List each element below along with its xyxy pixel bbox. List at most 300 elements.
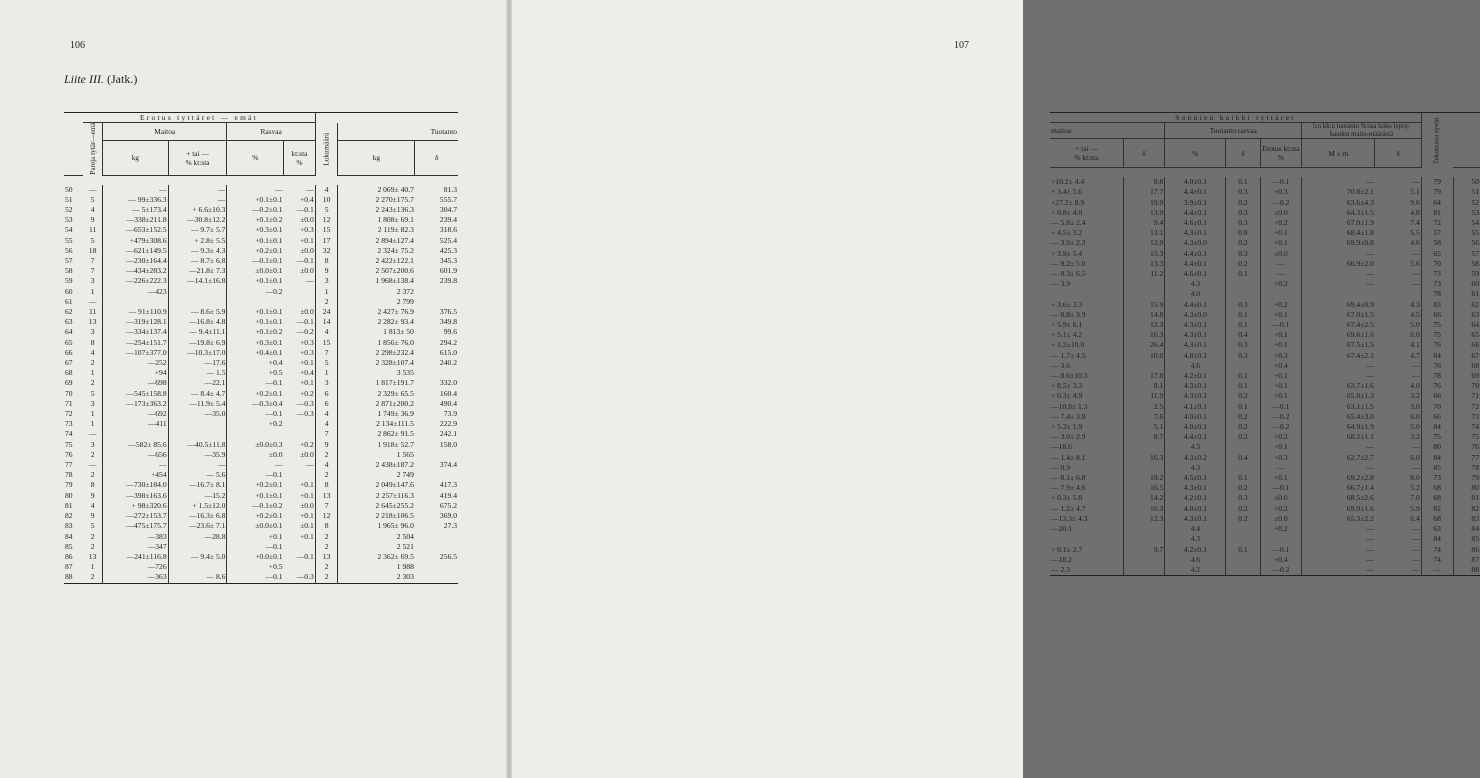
table-cell: +0.1 bbox=[284, 491, 316, 501]
table-cell: 0.2 bbox=[1226, 198, 1260, 208]
table-cell: 67.0±1.9 bbox=[1346, 218, 1374, 227]
table-row bbox=[64, 532, 458, 542]
table-cell: — bbox=[1421, 565, 1453, 576]
table-cell: 2 438±187.2 bbox=[375, 460, 414, 470]
table-cell: 0.3 bbox=[1226, 249, 1260, 259]
table-cell bbox=[415, 450, 458, 460]
table-cell: +0.3 bbox=[284, 338, 316, 348]
table-cell: 7.0 bbox=[1375, 493, 1421, 503]
table-cell: 73 bbox=[65, 419, 73, 429]
table-cell bbox=[1226, 555, 1260, 565]
table-cell: —16.8± 4.8 bbox=[168, 317, 227, 327]
table-cell: + 6.6±10.3 bbox=[168, 205, 227, 215]
table-cell bbox=[284, 470, 316, 480]
table-row bbox=[1050, 340, 1480, 350]
table-cell: 4.4±0.1 bbox=[1165, 259, 1226, 269]
table-cell: 11.9 bbox=[1123, 391, 1165, 401]
table-cell: — bbox=[1366, 279, 1374, 289]
table-cell: 5.0 bbox=[1375, 422, 1421, 432]
table-cell: — 8.6 bbox=[168, 572, 227, 583]
table-cell: 4.8±0.1 bbox=[1165, 351, 1226, 361]
table-cell: —319±128.1 bbox=[102, 317, 168, 327]
table-cell: 5.5 bbox=[1375, 228, 1421, 238]
table-cell: 72 bbox=[65, 409, 73, 419]
table-cell: —17.6 bbox=[168, 358, 227, 368]
table-row bbox=[1050, 534, 1480, 544]
header-tuotanto: Tuotanto bbox=[338, 123, 458, 141]
table-cell bbox=[1260, 289, 1302, 299]
table-cell: — 1.7± 4.5 bbox=[1050, 351, 1123, 361]
table-row bbox=[1050, 545, 1480, 555]
table-cell: — bbox=[1366, 564, 1374, 574]
table-cell: 7.4 bbox=[1375, 218, 1421, 228]
table-cell: +0.5 bbox=[268, 368, 283, 378]
table-cell: 88 bbox=[65, 572, 73, 582]
table-cell: 4.3±0.1 bbox=[1165, 514, 1226, 524]
table-cell: —0.2 bbox=[1260, 412, 1302, 422]
table-cell: + 5.2± 1.9 bbox=[1050, 422, 1123, 432]
table-cell: 2 862± 91.5 bbox=[377, 429, 414, 439]
table-cell: +479±308.6 bbox=[102, 236, 168, 246]
table-cell: 2 372 bbox=[396, 286, 414, 296]
table-cell: 0.2 bbox=[1226, 238, 1260, 248]
table-row bbox=[64, 368, 458, 378]
table-cell: —475±175.7 bbox=[102, 521, 168, 531]
header-delta-r: δ bbox=[1123, 139, 1165, 168]
table-cell: 58 bbox=[1421, 238, 1453, 248]
table-cell: +0.3±0.1 bbox=[255, 225, 283, 235]
table-cell: 4.3±0.1 bbox=[1165, 340, 1226, 350]
table-cell: —173±363.2 bbox=[102, 399, 168, 409]
table-row bbox=[1050, 269, 1480, 279]
table-cell: —347 bbox=[102, 542, 168, 552]
table-cell: 79 bbox=[1421, 187, 1453, 197]
table-cell: —0.1±0.2 bbox=[251, 500, 283, 510]
table-cell: 490.4 bbox=[439, 398, 457, 408]
table-cell: 6.0 bbox=[1375, 330, 1421, 340]
table-cell bbox=[1123, 289, 1165, 299]
table-cell: 4 bbox=[315, 409, 338, 419]
header-kg2: kg bbox=[338, 140, 415, 175]
table-row bbox=[1050, 310, 1480, 320]
table-cell: 17.7 bbox=[1123, 187, 1165, 197]
table-cell: 4.4 bbox=[1165, 524, 1226, 534]
table-cell: 5.2 bbox=[1375, 483, 1421, 493]
table-cell: +0.1 bbox=[284, 236, 316, 246]
table-cell: 4.3±0.0 bbox=[1165, 310, 1226, 320]
table-cell bbox=[102, 429, 168, 439]
table-cell: 12 bbox=[315, 215, 338, 225]
table-cell: 64 bbox=[1471, 320, 1479, 330]
table-cell: +0.1 bbox=[284, 480, 316, 490]
table-cell: 76 bbox=[1421, 361, 1453, 371]
table-cell: 81.3 bbox=[443, 184, 457, 194]
table-row bbox=[1050, 249, 1480, 259]
table-cell: — bbox=[1366, 524, 1374, 534]
table-cell: 63.6±4.3 bbox=[1346, 197, 1374, 207]
table-cell: 4.3 bbox=[1375, 300, 1421, 310]
table-row bbox=[64, 297, 458, 307]
table-row bbox=[64, 389, 458, 399]
table-cell: 2 504 bbox=[396, 531, 414, 541]
table-cell: 4 bbox=[315, 327, 338, 337]
table-cell: 69.9±0.8 bbox=[1346, 238, 1374, 248]
table-cell: ±0.0 bbox=[284, 501, 316, 511]
table-row bbox=[64, 215, 458, 225]
table-cell: 68 bbox=[1421, 493, 1453, 503]
table-cell: 4.3±0.0 bbox=[1165, 238, 1226, 248]
table-cell: 4.3±0.1 bbox=[1165, 381, 1226, 391]
table-row bbox=[1050, 198, 1480, 208]
table-row bbox=[64, 409, 458, 419]
table-cell: —363 bbox=[102, 572, 168, 583]
table-cell: —656 bbox=[102, 450, 168, 460]
table-cell: 62.7±2.7 bbox=[1346, 452, 1374, 462]
table-cell: 4.5 bbox=[1375, 310, 1421, 320]
table-cell: +0.1 bbox=[1260, 228, 1302, 238]
table-cell: —545±158.8 bbox=[102, 389, 168, 399]
table-cell: —0.2 bbox=[1260, 565, 1302, 576]
table-cell: 2 799 bbox=[396, 296, 414, 306]
table-cell: 0.1 bbox=[1226, 310, 1260, 320]
table-row bbox=[64, 450, 458, 460]
table-cell: —0.3 bbox=[284, 399, 316, 409]
table-cell: 71 bbox=[1471, 391, 1479, 401]
table-cell: 12.3 bbox=[1123, 320, 1165, 330]
table-row bbox=[1050, 187, 1480, 197]
table-cell: +0.4 bbox=[284, 195, 316, 205]
table-cell bbox=[1123, 442, 1165, 452]
table-cell: —0.3 bbox=[284, 409, 316, 419]
table-cell: 2 894±127.4 bbox=[375, 235, 414, 245]
table-cell: 4.3±0.2 bbox=[1165, 453, 1226, 463]
table-cell: 374.4 bbox=[439, 460, 457, 470]
table-cell: 4 bbox=[83, 501, 102, 511]
appendix-caption bbox=[64, 72, 137, 87]
table-row bbox=[64, 511, 458, 521]
table-cell: +0.3 bbox=[1260, 187, 1302, 197]
table-cell: —423 bbox=[102, 287, 168, 297]
table-cell: +0.2 bbox=[1260, 504, 1302, 514]
table-cell: — 8.6±10.3 bbox=[1050, 371, 1123, 381]
table-cell: 81 bbox=[65, 500, 73, 510]
table-cell: —0.1 bbox=[1260, 320, 1302, 330]
table-cell: 57 bbox=[1421, 228, 1453, 238]
table-cell: 69.6±1.6 bbox=[1346, 330, 1374, 340]
table-cell: 3.2 bbox=[1375, 391, 1421, 401]
table-cell: 63.1±1.5 bbox=[1346, 401, 1374, 411]
table-cell: +0.0±0.1 bbox=[255, 551, 283, 561]
table-cell: —621±149.5 bbox=[102, 246, 168, 256]
table-cell: 76 bbox=[1421, 340, 1453, 350]
table-cell: 55 bbox=[1471, 228, 1479, 238]
table-cell: +0.2 bbox=[284, 389, 316, 399]
table-cell: — 0.9 bbox=[1050, 463, 1123, 473]
table-cell: — bbox=[1366, 177, 1374, 187]
table-cell: 3 bbox=[83, 327, 102, 337]
right-table-body bbox=[1050, 177, 1480, 575]
table-cell bbox=[1226, 289, 1260, 299]
table-cell: 6.4 bbox=[1375, 514, 1421, 524]
table-cell: 78 bbox=[65, 470, 73, 480]
table-cell: 71 bbox=[65, 398, 73, 408]
table-cell: 1 bbox=[315, 368, 338, 378]
table-row bbox=[1050, 228, 1480, 238]
table-row bbox=[1050, 453, 1480, 463]
table-cell: +0.1 bbox=[268, 531, 283, 541]
table-cell: +0.1±0.2 bbox=[255, 327, 283, 337]
table-cell: 6 bbox=[315, 389, 338, 399]
table-cell: + 5.9± 6.1 bbox=[1050, 320, 1123, 330]
table-cell: + 3.6± 3.3 bbox=[1050, 300, 1123, 310]
table-cell: 13.1 bbox=[1123, 228, 1165, 238]
table-cell: 0.2 bbox=[1226, 412, 1260, 422]
table-cell: — bbox=[1375, 565, 1421, 576]
table-row bbox=[64, 562, 458, 572]
table-row bbox=[1050, 218, 1480, 228]
table-cell: 64.9±1.9 bbox=[1346, 422, 1374, 432]
table-cell: 369.0 bbox=[439, 511, 457, 521]
table-cell: —19.8± 6.9 bbox=[168, 338, 227, 348]
table-cell: — bbox=[1260, 259, 1302, 269]
table-row bbox=[64, 440, 458, 450]
table-cell: —23.6± 7.1 bbox=[168, 521, 227, 531]
table-cell: + 0.8± 4.0 bbox=[1050, 208, 1123, 218]
table-cell: ±0.0 bbox=[284, 307, 316, 317]
table-cell: 84 bbox=[1421, 534, 1453, 544]
header-mean-m: M ± m bbox=[1302, 139, 1375, 168]
table-cell: 4 bbox=[315, 460, 338, 470]
table-cell: —107±377.0 bbox=[102, 348, 168, 358]
table-cell: +0.1 bbox=[284, 378, 316, 388]
table-cell: 349.8 bbox=[439, 317, 457, 327]
table-row bbox=[1050, 412, 1480, 422]
table-row bbox=[1050, 351, 1480, 361]
table-cell: 62 bbox=[1471, 299, 1479, 309]
table-cell: 2 282± 93.4 bbox=[377, 317, 414, 327]
table-cell: — 9.2± 5.0 bbox=[1050, 259, 1123, 269]
table-cell: 0.2 bbox=[1226, 514, 1260, 524]
table-cell: — bbox=[1375, 249, 1421, 259]
table-cell: + 1.2±10.0 bbox=[1050, 340, 1123, 350]
table-cell: 10 bbox=[315, 195, 338, 205]
table-cell: 54 bbox=[65, 225, 73, 235]
table-cell: 4.3±0.1 bbox=[1165, 391, 1226, 401]
table-cell: +0.2 bbox=[284, 440, 316, 450]
table-row bbox=[64, 378, 458, 388]
table-cell: — 1.4± 8.1 bbox=[1050, 453, 1123, 463]
table-cell: +0.1 bbox=[284, 358, 316, 368]
table-cell: + 0.1± 2.7 bbox=[1050, 545, 1123, 555]
table-cell: 65 bbox=[1471, 330, 1479, 340]
table-cell: 2 bbox=[83, 542, 102, 552]
table-cell: 59 bbox=[65, 276, 73, 286]
table-cell: —411 bbox=[102, 419, 168, 429]
table-cell bbox=[415, 287, 458, 297]
table-cell: — 5±173.4 bbox=[102, 205, 168, 215]
table-cell: +0.4 bbox=[268, 358, 283, 368]
table-cell: 63 bbox=[1421, 524, 1453, 534]
table-cell: 2 bbox=[315, 572, 338, 583]
table-cell: 2 422±122.1 bbox=[375, 256, 414, 266]
table-row bbox=[64, 460, 458, 470]
table-cell: 3.0 bbox=[1375, 402, 1421, 412]
table-cell: 72 bbox=[1421, 218, 1453, 228]
table-cell: ±0.0 bbox=[284, 215, 316, 225]
table-cell: 2 bbox=[83, 358, 102, 368]
table-cell: 76 bbox=[1421, 381, 1453, 391]
table-cell: 1 bbox=[83, 562, 102, 572]
table-cell: — 9.4±11.1 bbox=[168, 327, 227, 337]
table-cell: — bbox=[1375, 279, 1421, 289]
table-cell: 4.2±0.1 bbox=[1165, 493, 1226, 503]
table-cell: 5 bbox=[83, 521, 102, 531]
table-cell: 64 bbox=[65, 327, 73, 337]
table-cell: +0.1 bbox=[1260, 391, 1302, 401]
table-cell bbox=[1123, 565, 1165, 576]
table-cell: —16.3± 6.8 bbox=[168, 511, 227, 521]
table-cell: 9.4 bbox=[1123, 218, 1165, 228]
table-cell: 82 bbox=[1421, 504, 1453, 514]
table-row bbox=[64, 256, 458, 266]
table-cell: 2 871±200.2 bbox=[375, 398, 414, 408]
table-cell: ±0.0 bbox=[268, 449, 283, 459]
table-cell: 74 bbox=[65, 429, 73, 439]
table-cell: 2 521 bbox=[396, 541, 414, 551]
table-cell: 1 808± 69.1 bbox=[377, 215, 414, 225]
header-tuotanto-rasvaa: Tuotanto rasvaa bbox=[1165, 123, 1302, 139]
table-cell: 2 bbox=[83, 378, 102, 388]
table-row bbox=[64, 276, 458, 286]
table-cell: 1 bbox=[83, 368, 102, 378]
table-cell: 81 bbox=[1471, 493, 1479, 503]
table-cell: 5.1 bbox=[1123, 422, 1165, 432]
table-cell bbox=[284, 562, 316, 572]
table-cell: 2 bbox=[315, 542, 338, 552]
table-cell bbox=[1123, 555, 1165, 565]
table-cell: ±0.0 bbox=[284, 266, 316, 276]
table-cell: 9 bbox=[83, 491, 102, 501]
table-cell: — 8.3± 6.5 bbox=[1050, 269, 1123, 279]
table-cell: 3 bbox=[83, 276, 102, 286]
table-row bbox=[1050, 381, 1480, 391]
right-page bbox=[512, 0, 1479, 778]
table-cell: 19.2 bbox=[1123, 473, 1165, 483]
table-cell: +0.2 bbox=[1260, 524, 1302, 534]
table-cell: 56 bbox=[1471, 238, 1479, 248]
table-cell bbox=[284, 297, 316, 307]
table-cell: 65.3±2.2 bbox=[1346, 513, 1374, 523]
table-cell: +94 bbox=[102, 368, 168, 378]
table-cell: —0.1 bbox=[1260, 545, 1302, 555]
table-cell: — bbox=[1375, 534, 1421, 544]
table-cell bbox=[1226, 442, 1260, 452]
table-cell: — bbox=[1375, 269, 1421, 279]
table-cell: 5 bbox=[315, 205, 338, 215]
table-cell: 60 bbox=[65, 286, 73, 296]
table-cell: 11 bbox=[83, 225, 102, 235]
table-cell: 4.0 bbox=[1165, 289, 1226, 299]
table-cell bbox=[1123, 534, 1165, 544]
table-cell: — bbox=[1375, 524, 1421, 534]
table-cell: 0.1 bbox=[1226, 473, 1260, 483]
table-cell: — bbox=[1375, 545, 1421, 555]
table-cell: 5 bbox=[83, 389, 102, 399]
table-row bbox=[1050, 565, 1480, 576]
table-cell: 74 bbox=[1421, 555, 1453, 565]
table-cell: ±0.0 bbox=[1260, 514, 1302, 524]
table-cell: 69.2±2.8 bbox=[1346, 473, 1374, 483]
table-cell: 256.5 bbox=[439, 551, 457, 561]
table-cell bbox=[1226, 463, 1260, 473]
table-cell: 4.0±0.1 bbox=[1165, 177, 1226, 187]
table-cell: 66 bbox=[1421, 391, 1453, 401]
table-cell: 1 bbox=[83, 419, 102, 429]
table-row bbox=[1050, 473, 1480, 483]
table-cell: 3.9±0.1 bbox=[1165, 198, 1226, 208]
table-cell: 63 bbox=[65, 317, 73, 327]
table-cell: —0.2 bbox=[1260, 422, 1302, 432]
table-cell: 4.2±0.1 bbox=[1165, 371, 1226, 381]
table-cell: 76 bbox=[65, 449, 73, 459]
table-cell bbox=[415, 572, 458, 583]
table-cell: 63 bbox=[1471, 309, 1479, 319]
table-row bbox=[64, 419, 458, 429]
table-row bbox=[1050, 493, 1480, 503]
table-cell: 2 bbox=[315, 297, 338, 307]
table-cell bbox=[415, 368, 458, 378]
table-cell: 1 565 bbox=[396, 449, 414, 459]
table-cell: 2 427± 76.9 bbox=[377, 307, 414, 317]
table-cell: 9 bbox=[83, 511, 102, 521]
table-cell: 4.3±0.1 bbox=[1165, 483, 1226, 493]
table-cell: — bbox=[1375, 371, 1421, 381]
table-cell: 2 324± 75.2 bbox=[377, 245, 414, 255]
table-cell: —0.2 bbox=[1260, 198, 1302, 208]
table-cell: 8 bbox=[315, 256, 338, 266]
table-cell: 55 bbox=[65, 235, 73, 245]
table-cell: +0.3 bbox=[284, 225, 316, 235]
table-cell: — bbox=[284, 185, 316, 195]
table-cell: 13 bbox=[83, 552, 102, 562]
table-cell: 81 bbox=[1421, 208, 1453, 218]
table-cell: — bbox=[168, 195, 227, 205]
table-cell: 75 bbox=[1471, 432, 1479, 442]
table-cell: — 7.9± 4.6 bbox=[1050, 483, 1123, 493]
table-cell: 11 bbox=[83, 307, 102, 317]
table-cell: +0.1±0.2 bbox=[255, 215, 283, 225]
header-tekotaisia: Tekotaisia syvin bbox=[1421, 113, 1453, 168]
left-table-body bbox=[64, 185, 458, 583]
table-cell: 84 bbox=[1421, 453, 1453, 463]
table-cell: — bbox=[1260, 269, 1302, 279]
table-cell: 5 bbox=[83, 195, 102, 205]
table-cell: +0.2 bbox=[1260, 432, 1302, 442]
table-cell: —16.7± 8.1 bbox=[168, 480, 227, 490]
table-cell: 222.9 bbox=[439, 419, 457, 429]
table-cell: 4.4±0.1 bbox=[1165, 249, 1226, 259]
table-cell: 4.0±0.1 bbox=[1165, 504, 1226, 514]
table-cell: 8.7 bbox=[1123, 432, 1165, 442]
table-cell: —0.2 bbox=[265, 286, 283, 296]
table-cell: —35.9 bbox=[168, 450, 227, 460]
table-cell: 68 bbox=[1421, 483, 1453, 493]
table-cell: 85 bbox=[1421, 463, 1453, 473]
table-cell bbox=[1226, 361, 1260, 371]
table-cell: ±0.1 bbox=[284, 521, 316, 531]
table-cell: + 0.3± 5.8 bbox=[1050, 493, 1123, 503]
table-cell: 2 257±116.3 bbox=[375, 490, 414, 500]
